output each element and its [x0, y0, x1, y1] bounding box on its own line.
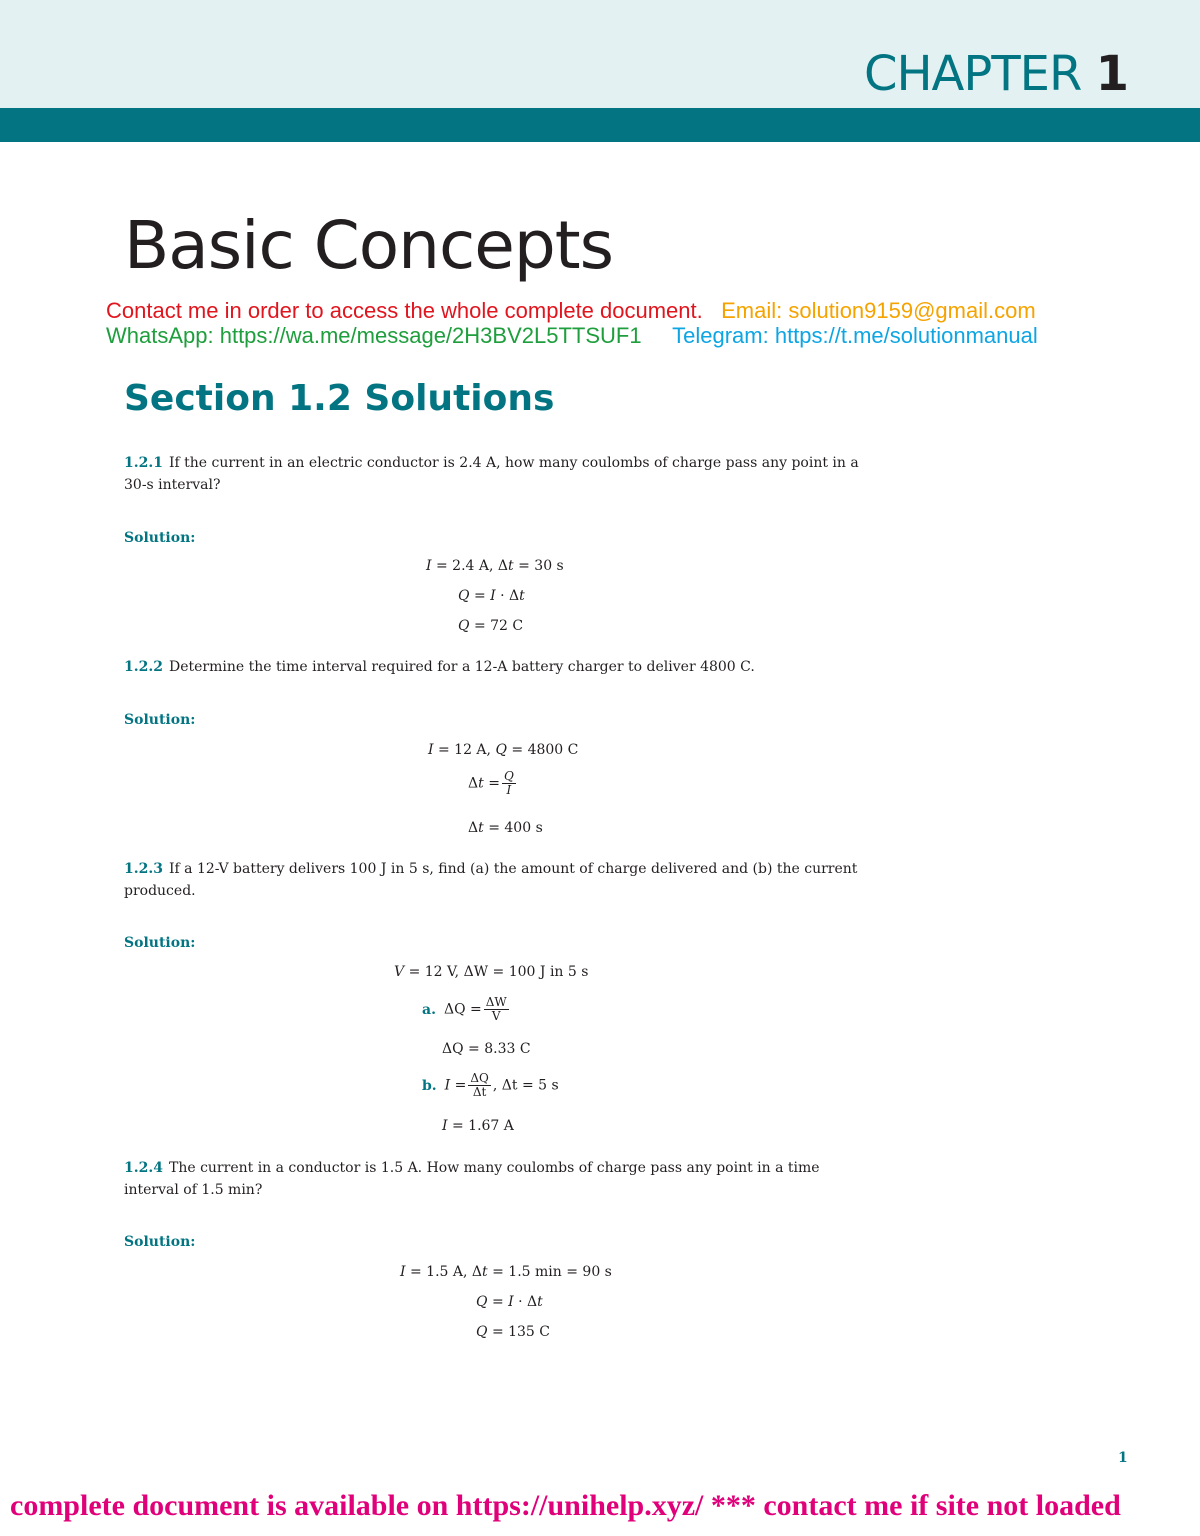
problem-number: 1.2.1 — [124, 455, 163, 471]
contact-line-2 — [106, 323, 1106, 349]
equation: V = 12 V, ΔW = 100 J in 5 s — [394, 964, 589, 980]
chapter-number: 1 — [1095, 46, 1128, 102]
equation: Q = 72 C — [458, 618, 524, 634]
section-title: Section 1.2 Solutions — [124, 378, 555, 419]
solution-label: Solution: — [124, 530, 196, 546]
header-bar — [0, 108, 1200, 142]
contact-telegram[interactable]: Telegram: https://t.me/solutionmanual — [672, 323, 1038, 348]
solution-label: Solution: — [124, 712, 196, 728]
problem-number: 1.2.2 — [124, 659, 163, 675]
equation: I = 1.67 A — [442, 1118, 514, 1134]
problem-number: 1.2.3 — [124, 861, 163, 877]
contact-whatsapp[interactable]: WhatsApp: https://wa.me/message/2H3BV2L5TTSUF1 — [106, 323, 642, 348]
problem-1-2-3 — [124, 858, 864, 902]
equation: Q = I · Δt — [458, 588, 525, 604]
problem-number: 1.2.4 — [124, 1160, 163, 1176]
contact-request: Contact me in order to access the whole complete document. — [106, 298, 703, 323]
problem-text: If the current in an electric conductor is 2.4 A, how many coulombs of charge pass any point in a 30-s interval? — [124, 455, 859, 493]
equation: I = 1.5 A, Δt = 1.5 min = 90 s — [400, 1264, 612, 1280]
solution-label: Solution: — [124, 1234, 196, 1250]
contact-line-1 — [106, 298, 1106, 324]
chapter-word: CHAPTER — [863, 46, 1082, 102]
problem-1-2-2 — [124, 656, 864, 678]
equation-fraction: Δt = $\frac{Q}{I}$ — [468, 769, 514, 797]
equation: I = 2.4 A, Δt = 30 s — [426, 558, 564, 574]
equation: I = 12 A, Q = 4800 C — [428, 742, 579, 758]
problem-1-2-4 — [124, 1157, 864, 1201]
page-number: 1 — [1118, 1450, 1128, 1466]
contact-email[interactable]: Email: solution9159@gmail.com — [721, 298, 1036, 323]
solution-label: Solution: — [124, 935, 196, 951]
chapter-heading — [864, 44, 1128, 104]
equation: Q = I · Δt — [476, 1294, 543, 1310]
problem-text: If a 12-V battery delivers 100 J in 5 s, find (a) the amount of charge delivered and (b) the current produced. — [124, 861, 858, 899]
equation-fraction: a. ΔQ = $\frac{\Delta W}{V}$ — [422, 995, 507, 1023]
problem-text: Determine the time interval required for a 12-A battery charger to deliver 4800 C. — [168, 659, 755, 675]
equation: Q = 135 C — [476, 1324, 551, 1340]
equation: ΔQ = 8.33 C — [442, 1041, 531, 1057]
equation-fraction: b. I = $\frac{\Delta Q}{\Delta t}$ , Δt = 5 s — [422, 1071, 559, 1099]
footer-note[interactable]: complete document is available on https://unihelp.xyz/ *** contact me if site not loaded — [10, 1489, 1121, 1522]
page-title: Basic Concepts — [124, 207, 614, 284]
equation: Δt = 400 s — [468, 820, 543, 836]
problem-text: The current in a conductor is 1.5 A. How many coulombs of charge pass any point in a time interval of 1.5 min? — [124, 1160, 820, 1198]
problem-1-2-1 — [124, 452, 864, 496]
